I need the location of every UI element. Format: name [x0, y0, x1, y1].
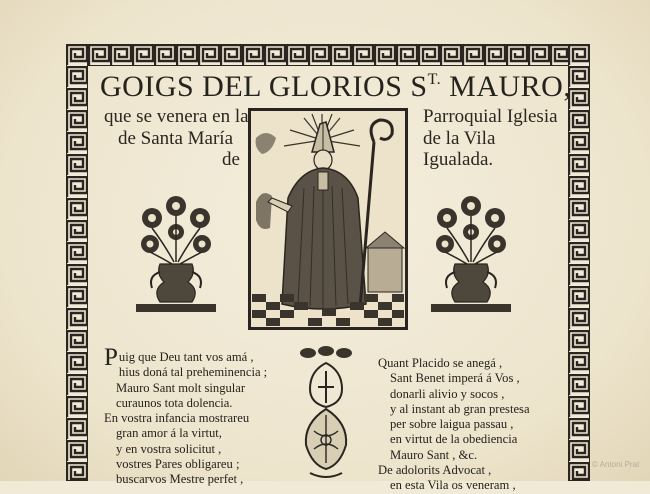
verse-line: En vostra infancia mostrareu	[104, 411, 250, 426]
photo-watermark: © Antoni Prat	[592, 460, 640, 469]
drop-cap-letter: P	[104, 344, 118, 371]
verse-line: en virtut de la obediencia	[390, 432, 518, 447]
verse-line: gran amor á la virtut,	[116, 426, 222, 441]
verse-column-right	[378, 356, 530, 494]
verse-line: Quant Placido se anegá ,	[378, 356, 503, 370]
verse-line: De adolorits Advocat ,	[378, 463, 492, 478]
subtitle-left-line-3: de	[222, 149, 240, 170]
greek-key-border-top	[66, 44, 590, 66]
verse-line: donarli alivio y socos ,	[390, 386, 505, 401]
subtitle-right-line-3: Igualada.	[423, 149, 494, 170]
verse-line: Mauro Sant molt singular	[116, 380, 246, 395]
verse-line: curaunos tota dolencia.	[116, 395, 233, 410]
verse-line: uig que Deu tant vos amá ,	[118, 350, 254, 364]
verse-line: vostres Pares obligareu ;	[116, 457, 240, 472]
subtitle-right-line-1: Parroquial Iglesia	[423, 106, 558, 127]
document-title: GOIGS DEL GLORIOS $S^{T.}$ MAURO,	[100, 70, 572, 103]
greek-key-border-left	[66, 44, 88, 481]
verse-column-left	[104, 344, 268, 488]
flower-vase-right-ornament	[425, 192, 517, 318]
verse-line: y al instant ab gran prestesa	[390, 401, 530, 416]
verse-line: hius doná tal preheminencia ;	[118, 365, 268, 380]
verse-line: Mauro Sant , &c.	[390, 447, 478, 462]
verse-line: y en vostra solicitut ,	[116, 441, 222, 456]
verse-line: per sobre laigua passau ,	[390, 417, 514, 432]
subtitle-left-line-2: de Santa María	[118, 128, 234, 149]
verse-line: Sant Benet imperá á Vos ,	[390, 371, 520, 386]
center-vertical-ornament	[296, 345, 356, 481]
subtitle-left-line-1: que se venera en la	[104, 106, 249, 127]
saint-mauro-woodcut	[248, 108, 408, 330]
greek-key-border-right	[568, 44, 590, 481]
flower-vase-left-ornament	[130, 192, 222, 318]
verse-line: en esta Vila os veneram ,	[390, 478, 516, 493]
subtitle-right-line-2: de la Vila	[423, 128, 496, 149]
verse-line: buscarvos Mestre perfet ,	[116, 472, 244, 487]
